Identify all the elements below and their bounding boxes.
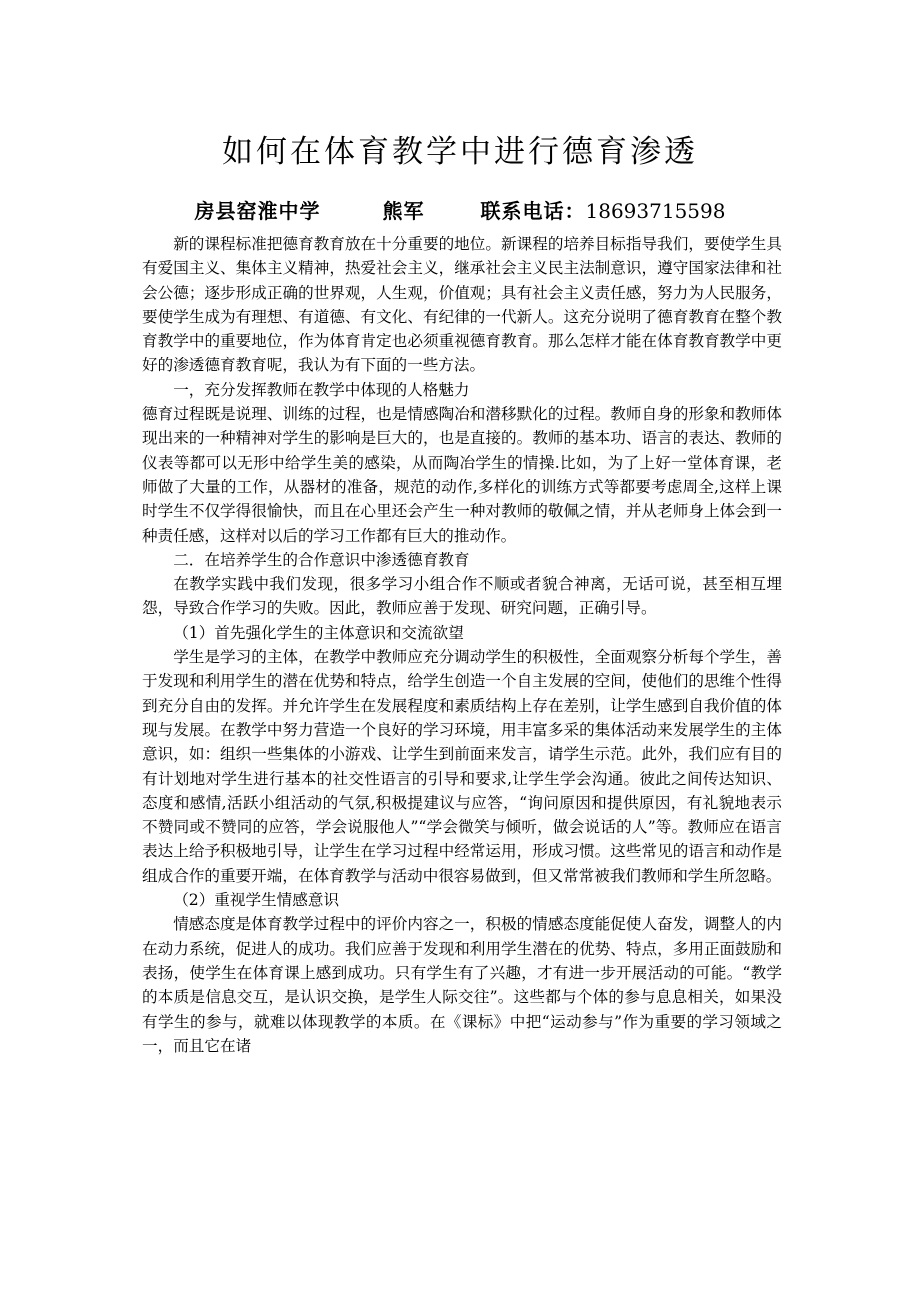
subheading-2-2: （2）重视学生情感意识 <box>173 891 340 910</box>
author-line <box>0 193 920 229</box>
paragraph-intro: 新的课程标准把德育教育放在十分重要的地位。新课程的培养目标指导我们，要使学生具有爱国主义、集体主义精神，热爱社会主义，继承社会主义民主法制意识，遵守国家法律和社会公德；逐步形成正确的世界观，人生观，价值观；具有社会主义责任感，努力为人民服务，要使学生成为有理想、有道德、有文化、有纪律的一代新人。这充分说明了德育教育在整个教育教学中的重要地位，作为体育肯定也必须重视德育教育。那么怎样才能在体育教育教学中更好的渗透德育教育呢，我认为有下面的一些方法。 <box>142 235 782 375</box>
document-title: 如何在体育教学中进行德育渗透 <box>222 134 698 170</box>
section-heading-1: 一，充分发挥教师在教学中体现的人格魅力 <box>173 380 470 399</box>
document-body <box>142 232 782 1058</box>
paragraph-2-2: 情感态度是体育教学过程中的评价内容之一，积极的情感态度能促使人奋发，调整人的内在动力系统，促进人的成功。我们应善于发现和利用学生潜在的优势、特点，多用正面鼓励和表扬，使学生在体育课上感到成功。只有学生有了兴趣，才有进一步开展活动的可能。“教学的本质是信息交互，是认识交换，是学生人际交往”。这些都与个体的参与息息相关，如果没有学生的参与，就难以体现教学的本质。在《课标》中把“运动参与”作为重要的学习领域之一，而且它在诸 <box>142 915 782 1055</box>
section-heading-2: 二．在培养学生的合作意识中渗透德育教育 <box>173 550 470 569</box>
paragraph-2-1: 学生是学习的主体，在教学中教师应充分调动学生的积极性，全面观察分析每个学生，善于发现和利用学生的潜在优势和特点，给学生创造一个自主发展的空间，使他们的思维个性得到充分自由的发挥。并允许学生在发展程度和素质结构上存在差别，让学生感到自我价值的体现与发展。在教学中努力营造一个良好的学习环境，用丰富多采的集体活动来发展学生的主体意识，如：组织一些集体的小游戏、让学生到前面来发言，请学生示范。此外，我们应有目的有计划地对学生进行基本的社交性语言的引导和要求,让学生学会沟通。彼此之间传达知识、态度和感情,活跃小组活动的气氛,积极提建议与应答，“询问原因和提供原因，有礼貌地表示不赞同或不赞同的应答，学会说服他人”“学会微笑与倾听，做会说话的人”等。教师应在语言表达上给予积极地引导，让学生在学习过程中经常运用，形成习惯。这些常见的语言和动作是组成合作的重要开端，在体育教学与活动中很容易做到，但又常常被我们教师和学生所忽略。 <box>142 648 782 885</box>
author-name: 熊军 <box>382 199 425 223</box>
phone-number: 18693715598 <box>585 199 726 223</box>
phone-label: 联系电话： <box>480 199 586 223</box>
paragraph-section-1: 德育过程既是说理、训练的过程，也是情感陶冶和潜移默化的过程。教师自身的形象和教师体现出来的一种精神对学生的影响是巨大的，也是直接的。教师的基本功、语言的表达、教师的仪表等都可以无形中给学生美的感染，从而陶冶学生的情操.比如，为了上好一堂体育课，老师做了大量的工作，从器材的准备，规范的动作,多样化的训练方式等都要考虑周全,这样上课时学生不仅学得很愉快，而且在心里还会产生一种对教师的敬佩之情，并从老师身上体会到一种责任感，这样对以后的学习工作都有巨大的推动作。 <box>142 405 782 545</box>
subheading-2-1: （1）首先强化学生的主体意识和交流欲望 <box>173 623 464 642</box>
school-name: 房县窑淮中学 <box>194 199 321 223</box>
paragraph-section-2: 在教学实践中我们发现，很多学习小组合作不顺或者貌合神离，无话可说，甚至相互埋怨，导致合作学习的失败。因此，教师应善于发现、研究问题，正确引导。 <box>142 575 782 618</box>
